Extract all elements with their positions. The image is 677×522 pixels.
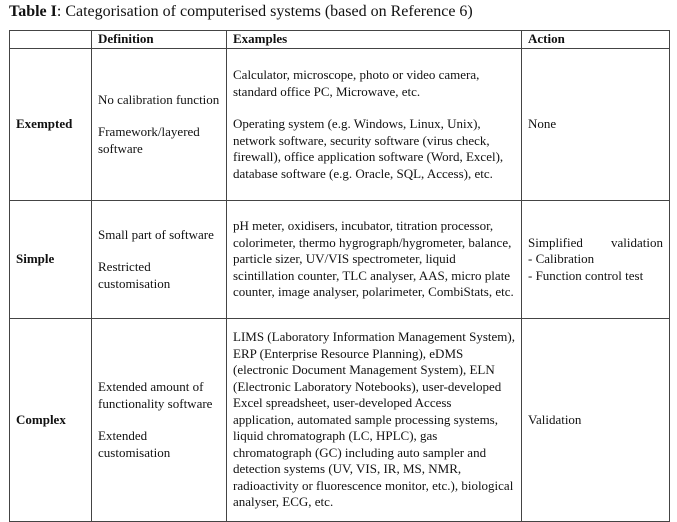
- action-cell: [522, 319, 670, 522]
- action-text: [528, 235, 663, 252]
- category-name: Simple: [10, 201, 92, 319]
- examples-cell: [227, 201, 522, 319]
- table-caption: [9, 2, 473, 22]
- action-cell: [522, 49, 670, 201]
- table-row: [10, 49, 670, 201]
- definition-text: No calibration function: [98, 91, 220, 107]
- action-text: Validation: [528, 411, 582, 427]
- action-text: - Calibration: [528, 251, 595, 267]
- examples-text: Calculator, microscope, photo or video camera, standard office PC, Microwave, etc.: [233, 67, 480, 99]
- examples-cell: [227, 49, 522, 201]
- action-text: - Function control test: [528, 267, 644, 283]
- action-cell: [522, 201, 670, 319]
- action-word: Simplified: [528, 234, 583, 250]
- category-name: Complex: [10, 319, 92, 522]
- category-name: Exempted: [10, 49, 92, 201]
- definition-cell: [92, 201, 227, 319]
- examples-text: pH meter, oxidisers, incubator, titration processor, colorimeter, thermo hygrograph/hygrometer, balance, particle sizer, UV/VIS spectrometer, liquid scintillation counter, TLC analyser, AAS, micro plate counter, image analyser, polarimeter, CombiStats, etc.: [233, 218, 514, 300]
- header-action: Action: [522, 31, 670, 49]
- examples-text: Operating system (e.g. Windows, Linux, Unix), network software, security software (virus check, firewall), office application software (Word, Excel), database software (e.g. Oracle, SQL, Access), etc.: [233, 116, 504, 181]
- definition-text: Framework/layered software: [98, 124, 200, 156]
- header-category: [10, 31, 92, 49]
- definition-text: Restricted customisation: [98, 259, 171, 291]
- header-examples: Examples: [227, 31, 522, 49]
- examples-cell: [227, 319, 522, 522]
- table-label: Table I: [9, 3, 57, 20]
- header-row: [10, 31, 670, 49]
- examples-text: LIMS (Laboratory Information Management System), ERP (Enterprise Resource Planning), eDMS (electronic Document Management System), ELN (Electronic Laboratory Notebooks), user-developed Excel spreadsheet, user-developed Access application, automated sample processing systems, liquid chromatograph (LC, HPLC), gas chromatograph (GC) including auto sampler and detection systems (UV, VIS, IR, MS, NMR, radioactivity or fluorescence monitor, etc.), biological analyser, ECG, etc.: [233, 329, 515, 510]
- definition-text: Extended customisation: [98, 428, 171, 460]
- action-text: None: [528, 116, 557, 132]
- categorisation-table: [9, 30, 670, 522]
- table-row: [10, 319, 670, 522]
- definition-cell: [92, 49, 227, 201]
- action-word: validation: [611, 234, 663, 250]
- definition-text: Small part of software: [98, 226, 214, 242]
- header-definition: Definition: [92, 31, 227, 49]
- definition-text: Extended amount of functionality software: [98, 379, 213, 411]
- table-title: : Categorisation of computerised systems (based on Reference 6): [56, 3, 473, 20]
- definition-cell: [92, 319, 227, 522]
- table-row: [10, 201, 670, 319]
